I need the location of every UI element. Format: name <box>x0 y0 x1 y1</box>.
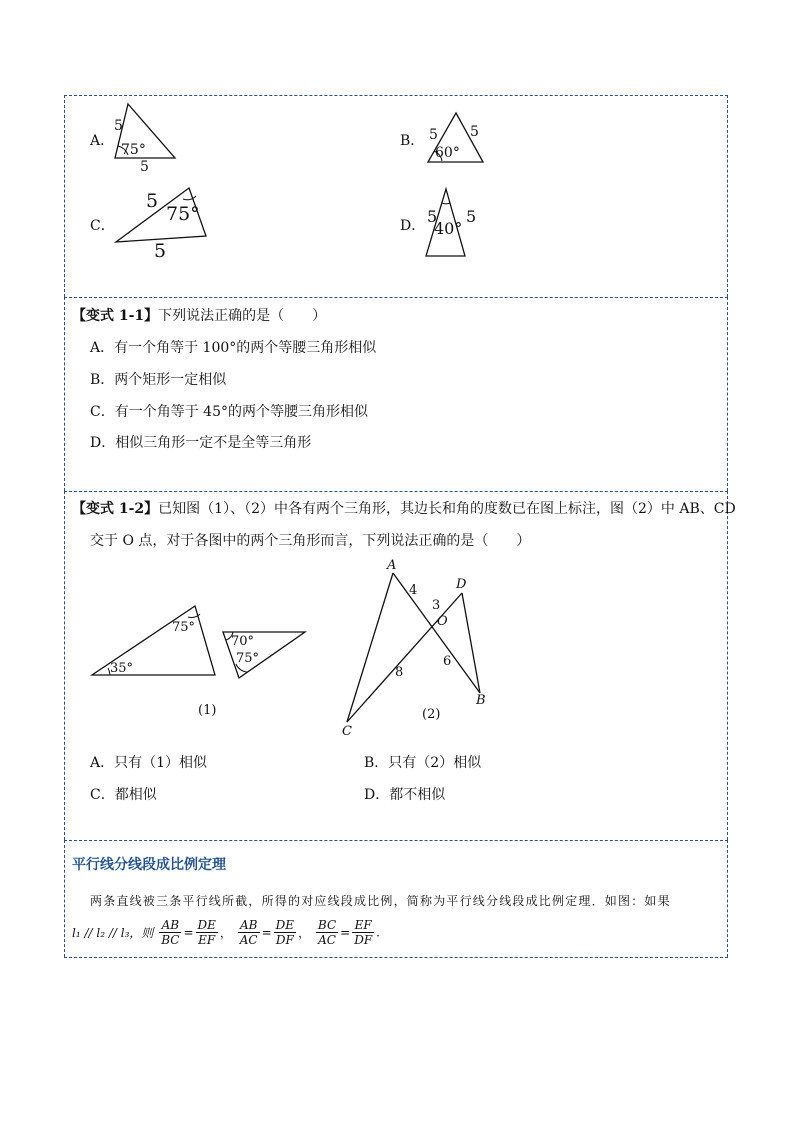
question-1-2-option-d[interactable]: D．都不相似 <box>364 787 446 803</box>
figure-2-length-co: 8 <box>395 665 404 680</box>
fraction-ef-df: $\frac{EF}{DF}$ <box>354 918 373 947</box>
figure-2-point-a: A <box>387 558 397 573</box>
figure-2-length-ao: 4 <box>409 583 418 598</box>
question-1-1-option-c[interactable]: C．有一个角等于 45°的两个等腰三角形相似 <box>90 404 368 420</box>
theorem-formula-line: l₁ // l₂ // l₃，则 $\frac{AB}{BC}$ = $\frac{DE}{EF}$ ， $\frac{AB}{AC}$ = $\frac{DE}{DF}$ ， $\frac{BC}{AC}$ = $\frac{EF}{DF}$ . <box>72 918 380 947</box>
figure-1-angle-75-small: 75° <box>236 651 260 666</box>
triangle-b-side-left: 5 <box>429 127 438 143</box>
question-1-2-option-a[interactable]: A．只有（1）相似 <box>90 755 208 771</box>
triangle-b-angle: 60° <box>435 145 460 161</box>
theorem-paragraph-line1: 两条直线被三条平行线所截，所得的对应线段成比例，简称为平行线分线段成比例定理．如图：如果 <box>90 894 671 908</box>
figure-2-point-b: B <box>476 693 486 708</box>
figure-2-length-do: 3 <box>432 598 441 613</box>
figure-2-point-d: D <box>456 577 467 592</box>
figure-2-point-o: O <box>437 614 448 629</box>
question-1-2-option-b[interactable]: B．只有（2）相似 <box>364 755 482 771</box>
option-c-letter[interactable]: C． <box>90 218 115 234</box>
triangle-a-side-left: 5 <box>114 118 123 134</box>
fraction-de-ef: $\frac{DE}{EF}$ <box>197 918 216 947</box>
triangle-a-angle: 75° <box>121 142 146 158</box>
question-1-2-stem-line2: 交于 O 点，对于各图中的两个三角形而言，下列说法正确的是（ ） <box>90 533 531 549</box>
option-a-letter[interactable]: A． <box>90 133 115 149</box>
triangle-d-side-left: 5 <box>427 207 438 226</box>
option-b-letter[interactable]: B． <box>400 133 425 149</box>
question-1-2-text-1: 已知图（1）、（2）中各有两个三角形，其边长和角的度数已在图上标注，图（2）中 AB、CD <box>158 501 736 517</box>
figure-1-caption: (1) <box>198 703 217 718</box>
figure-2-point-c: C <box>342 724 352 739</box>
triangle-c-angle: 75° <box>166 203 200 225</box>
figure-1-angle-70: 70° <box>231 634 255 649</box>
question-1-1-option-a[interactable]: A．有一个角等于 100°的两个等腰三角形相似 <box>90 340 377 356</box>
triangle-d-side-right: 5 <box>466 207 477 226</box>
question-1-2-option-c[interactable]: C．都相似 <box>90 787 157 803</box>
divider-bottom <box>64 957 728 958</box>
option-d-letter[interactable]: D． <box>400 218 426 234</box>
fraction-ab-bc: $\frac{AB}{BC}$ <box>161 918 180 947</box>
figure-1-angle-35: 35° <box>110 661 134 676</box>
theorem-condition: l₁ // l₂ // l₃，则 <box>72 926 154 940</box>
question-1-2-label: 【变式 1-2】 <box>72 501 159 517</box>
theorem-heading: 平行线分线段成比例定理 <box>72 857 226 873</box>
triangle-c-side-bottom: 5 <box>154 240 167 262</box>
question-1-1-text: 下列说法正确的是（ ） <box>158 308 327 324</box>
fraction-ab-ac: $\frac{AB}{AC}$ <box>239 918 258 947</box>
figure-2-caption: (2) <box>422 707 441 722</box>
figure-1-angle-75-large: 75° <box>172 620 196 635</box>
question-1-1-option-d[interactable]: D．相似三角形一定不是全等三角形 <box>90 435 312 451</box>
question-1-1-label: 【变式 1-1】 <box>72 308 159 324</box>
question-1-1-option-b[interactable]: B．两个矩形一定相似 <box>90 372 227 388</box>
triangle-a-side-bottom: 5 <box>140 159 149 175</box>
triangle-b-side-right: 5 <box>470 124 479 140</box>
figure-2-length-bo: 6 <box>443 654 452 669</box>
triangle-d-angle: 40° <box>434 219 463 238</box>
fraction-de-df: $\frac{DE}{DF}$ <box>275 918 295 947</box>
triangle-c-side-top: 5 <box>146 190 159 212</box>
fraction-bc-ac: $\frac{BC}{AC}$ <box>317 918 337 947</box>
